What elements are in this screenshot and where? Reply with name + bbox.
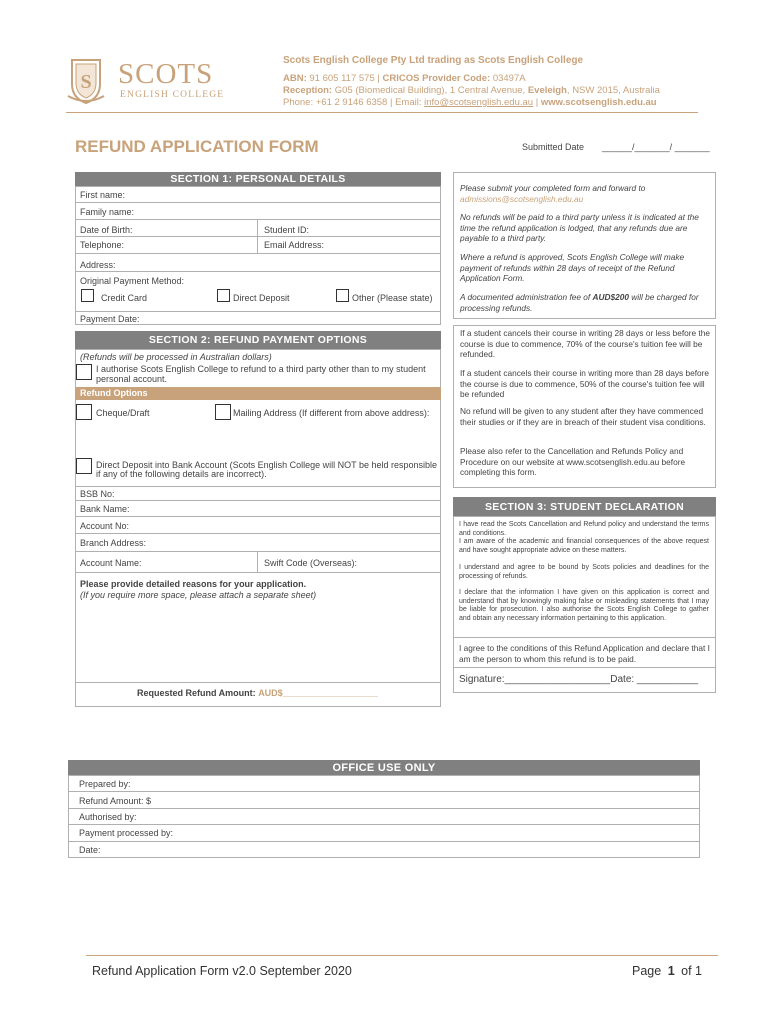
signature-field[interactable]: Signature:___________________Date: ___________ [459,674,699,685]
direct-deposit-label: Direct Deposit [233,293,290,303]
section2-heading: SECTION 2: REFUND PAYMENT OPTIONS [75,331,441,349]
admin-fee-info [460,292,712,313]
address-row[interactable] [75,254,441,272]
logo-word: SCOTS [118,58,214,90]
payment-date-label: Payment Date: [80,314,140,324]
third-party-checkbox[interactable] [76,364,92,380]
account-no-row[interactable] [75,517,441,534]
declaration-2: I am aware of the academic and financial consequences of the above request and have sought appropriate advice on these matters. [459,538,709,554]
footer-divider [86,955,718,956]
header-divider [66,112,698,113]
payment-method-label: Original Payment Method: [80,276,185,286]
admin-fee-text: A documented administration fee of [460,292,591,302]
requested-amount-label: Requested Refund Amount: [137,688,256,698]
declaration-3: I understand and agree to be bound by Scots policies and deadlines for the processing of refunds. [459,564,709,580]
credit-card-label: Credit Card [101,293,148,303]
company-name: Scots English College Pty Ltd trading as Scots English College [283,55,584,66]
prepared-label: Prepared by: [79,779,131,789]
submit-email-link[interactable]: admissions@scotsenglish.edu.au [460,193,584,204]
family-name-label: Family name: [80,207,135,217]
email-label: Email Address: [264,240,325,250]
direct-deposit-bank-text: Direct Deposit into Bank Account (Scots English College will NOT be held responsible if any of the following details are incorrect). [96,460,438,479]
abn-label: ABN: [283,73,307,84]
branch-label: Branch Address: [80,538,147,548]
bank-name-row[interactable] [75,501,441,517]
branch-row[interactable] [75,534,441,552]
dob-label: Date of Birth: [80,225,133,235]
payment-timing-info: Where a refund is approved, Scots English College will make payment of refunds within 28 days of receipt of the Refund Application Form. [460,252,685,283]
first-name-row[interactable] [75,186,441,203]
bsb-row[interactable] [75,486,441,501]
page-number [632,964,702,978]
submit-text: Please submit your completed form and forward to [460,183,646,193]
separator: | [377,73,380,84]
reasons-title: Please provide detailed reasons for your application. [80,579,307,589]
submitted-date-field[interactable]: ______/_______/ _______ [602,142,710,152]
declaration-1: I have read the Scots Cancellation and Refund policy and understand the terms and conditions. [459,521,709,537]
contact-line [283,97,657,108]
reception-address: G05 (Biomedical Building), 1 Central Avenue, [334,85,526,96]
cancel-28-more: If a student cancels their course in writing more than 28 days before the course is due to commence, 50% of the course's tuition fee will be refunded [460,368,710,399]
admin-fee-text-end: will be charged for processing refunds. [460,292,699,313]
declaration-divider [453,637,716,638]
policy-reference: Please also refer to the Cancellation and Refunds Policy and Procedure on our website at www.scotsenglish.edu.au before completing this form. [460,446,686,477]
agreement-text: I agree to the conditions of this Refund Application and declare that I am the person to whom this refund is to be paid. [459,643,710,664]
telephone-row[interactable] [75,237,258,254]
office-date-label: Date: [79,845,101,855]
authorised-label: Authorised by: [79,812,137,822]
currency-note: (Refunds will be processed in Australian dollars) [80,352,272,362]
page-num: 1 [667,964,675,978]
logo [66,56,236,106]
requested-amount-value: AUD$___________________ [258,688,378,698]
declaration-4: I declare that the information I have given on this application is correct and understand that by knowingly making false or misleading statements that I may be liable for prosecution. I also authorise the Scots English College to gather and obtain any necessary information pertaining to this application. [459,589,709,623]
payment-method-row [75,272,441,312]
cricos-label: CRICOS Provider Code: [382,73,491,84]
cheque-checkbox[interactable] [76,404,92,420]
separator: | [535,97,539,108]
third-party-text: I authorise Scots English College to refund to a third party other than to my student personal account. [96,364,426,384]
direct-deposit-checkbox[interactable] [217,289,230,302]
swift-label: Swift Code (Overseas): [264,558,358,568]
cancel-28-less: If a student cancels their course in writing 28 days or less before the course is due to commence, 70% of the course's tuition fee will be refunded. [460,328,710,359]
agreement-divider [453,667,716,668]
page-of: of 1 [681,964,702,978]
processed-row[interactable] [68,825,700,842]
section1-heading: SECTION 1: PERSONAL DETAILS [75,172,441,187]
third-party-info: No refunds will be paid to a third party unless it is indicated at the time the refund application is lodged, that any refunds due are payable to a third party. [460,212,699,243]
refund-amount-label: Refund Amount: $ [79,796,152,806]
prepared-row[interactable] [68,775,700,792]
reception-suburb: Eveleigh [527,85,567,96]
reception-label: Reception: [283,85,333,96]
submit-instruction [460,183,712,204]
section3-heading: SECTION 3: STUDENT DECLARATION [453,497,716,517]
email-row[interactable] [258,237,441,254]
bsb-label: BSB No: [80,489,115,499]
student-id-label: Student ID: [264,225,310,235]
payment-date-row[interactable] [75,312,441,325]
reasons-note: (If you require more space, please attach a separate sheet) [80,590,317,600]
requested-amount[interactable] [137,688,378,698]
mailing-label: Mailing Address (If different from above address): [233,408,430,418]
reception-state: , NSW 2015, Australia [566,85,660,96]
first-name-label: First name: [80,190,126,200]
reasons-box[interactable] [75,573,441,683]
email-link[interactable]: info@scotsenglish.edu.au [424,97,534,108]
refund-options-heading [75,387,441,400]
abn-line [283,73,526,84]
svg-text:S: S [80,71,92,93]
family-name-row[interactable] [75,203,441,220]
phone: Phone: +61 2 9146 6358 | Email: [283,97,422,108]
website-link[interactable]: www.scotsenglish.edu.au [540,97,657,108]
reception-line [283,85,660,96]
office-heading: OFFICE USE ONLY [68,760,700,775]
refund-amount-row[interactable] [68,792,700,809]
processed-label: Payment processed by: [79,828,174,838]
mailing-checkbox[interactable] [215,404,231,420]
dob-row[interactable] [75,220,258,237]
swift-row[interactable] [258,552,441,573]
admin-fee-amount: AUD$200 [592,292,629,302]
account-name-label: Account Name: [80,558,142,568]
other-checkbox[interactable] [336,289,349,302]
bank-name-label: Bank Name: [80,504,130,514]
account-no-label: Account No: [80,521,130,531]
page-title: REFUND APPLICATION FORM [75,137,319,156]
other-label: Other (Please state) [352,293,433,303]
no-refund-info: No refund will be given to any student after they have commenced their studies or if they are in breach of their student visa conditions. [460,406,706,427]
refund-options-label: Refund Options [80,388,148,398]
credit-card-checkbox[interactable] [81,289,94,302]
submitted-date-label: Submitted Date [522,142,585,152]
page-label: Page [632,964,662,978]
authorised-row[interactable] [68,809,700,825]
abn-value: 91 605 117 575 [309,73,375,84]
cricos-value: 03497A [492,73,526,84]
student-id-row[interactable] [258,220,441,237]
account-name-row[interactable] [75,552,258,573]
telephone-label: Telephone: [80,240,125,250]
scots-crest-icon [66,56,106,106]
footer-version: Refund Application Form v2.0 September 2020 [92,964,352,978]
office-date-row[interactable] [68,842,700,858]
logo-sub: ENGLISH COLLEGE [120,90,225,100]
address-label: Address: [80,260,116,270]
cheque-label: Cheque/Draft [96,408,150,418]
direct-deposit-bank-checkbox[interactable] [76,458,92,474]
